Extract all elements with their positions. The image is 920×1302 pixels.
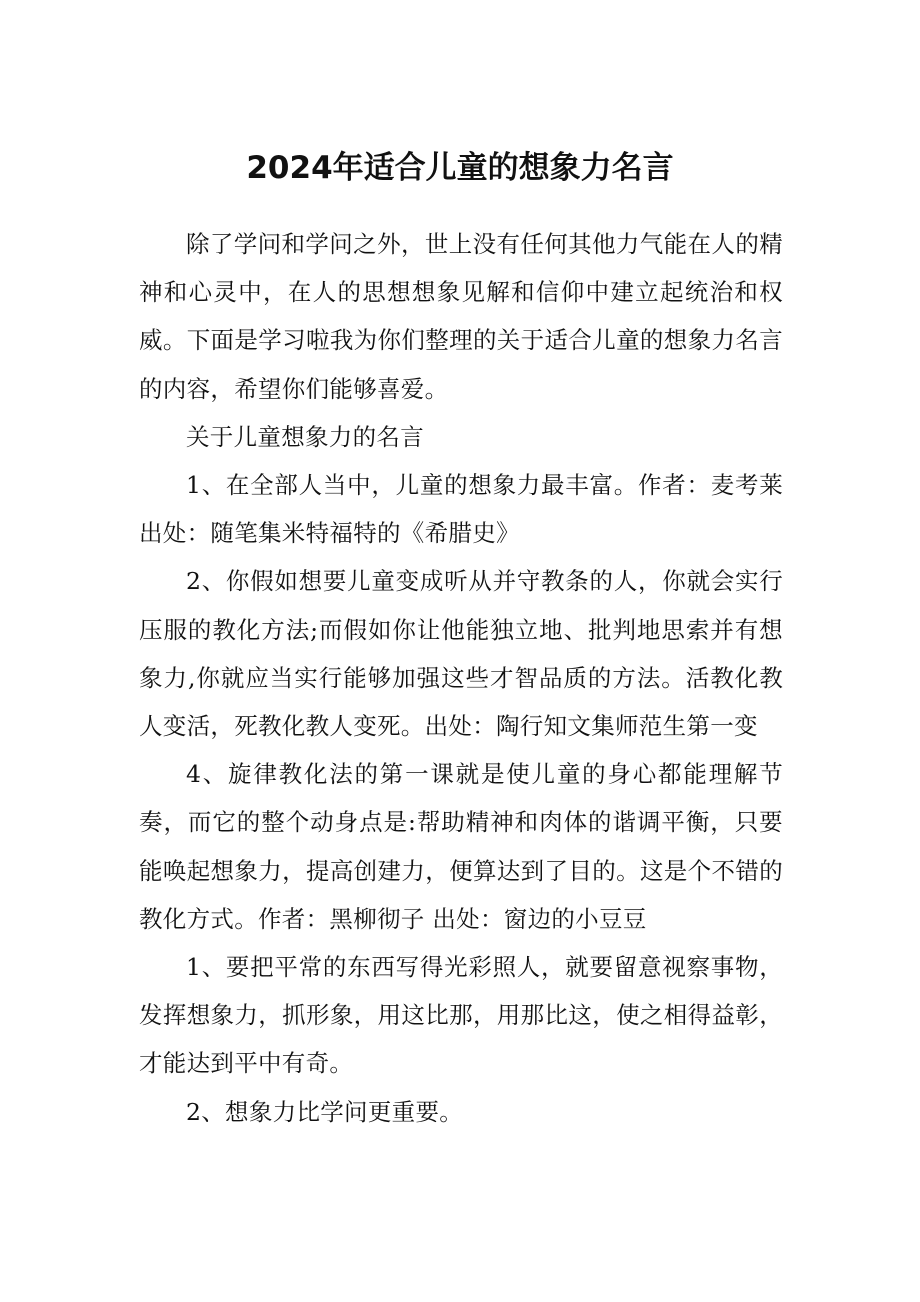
quote-paragraph: 2、想象力比学问更重要。 [186, 1097, 464, 1126]
quote-paragraph: 1、要把平常的东西写得光彩照人，就要留意视察事物，发挥想象力，抓形象，用这比那，用那比这，使之相得益彰，才能达到平中有奇。 [139, 953, 783, 1078]
document-title: 2024年适合儿童的想象力名言 [246, 150, 674, 186]
quote-paragraph: 2、你假如想要儿童变成听从并守教条的人，你就会实行压服的教化方法;而假如你让他能独立地、批判地思索并有想象力,你就应当实行能够加强这些才智品质的方法。活教化教人变活，死教化教人变死。出处：陶行知文集师范生第一变 [139, 567, 783, 741]
quote-paragraph: 1、在全部人当中，儿童的想象力最丰富。作者：麦考莱 出处：随笔集米特福特的《希腊史》 [139, 471, 783, 548]
section-heading: 关于儿童想象力的名言 [186, 422, 424, 451]
intro-paragraph: 除了学问和学问之外，世上没有任何其他力气能在人的精神和心灵中，在人的思想想象见解和信仰中建立起统治和权威。下面是学习啦我为你们整理的关于适合儿童的想象力名言的内容，希望你们能够喜爱。 [139, 230, 783, 403]
document-body [139, 220, 783, 1136]
quote-paragraph: 4、旋律教化法的第一课就是使儿童的身心都能理解节奏，而它的整个动身点是:帮助精神和肉体的谐调平衡，只要能唤起想象力，提高创建力，便算达到了目的。这是个不错的教化方式。作者：黑柳彻子 出处：窗边的小豆豆 [139, 760, 783, 933]
